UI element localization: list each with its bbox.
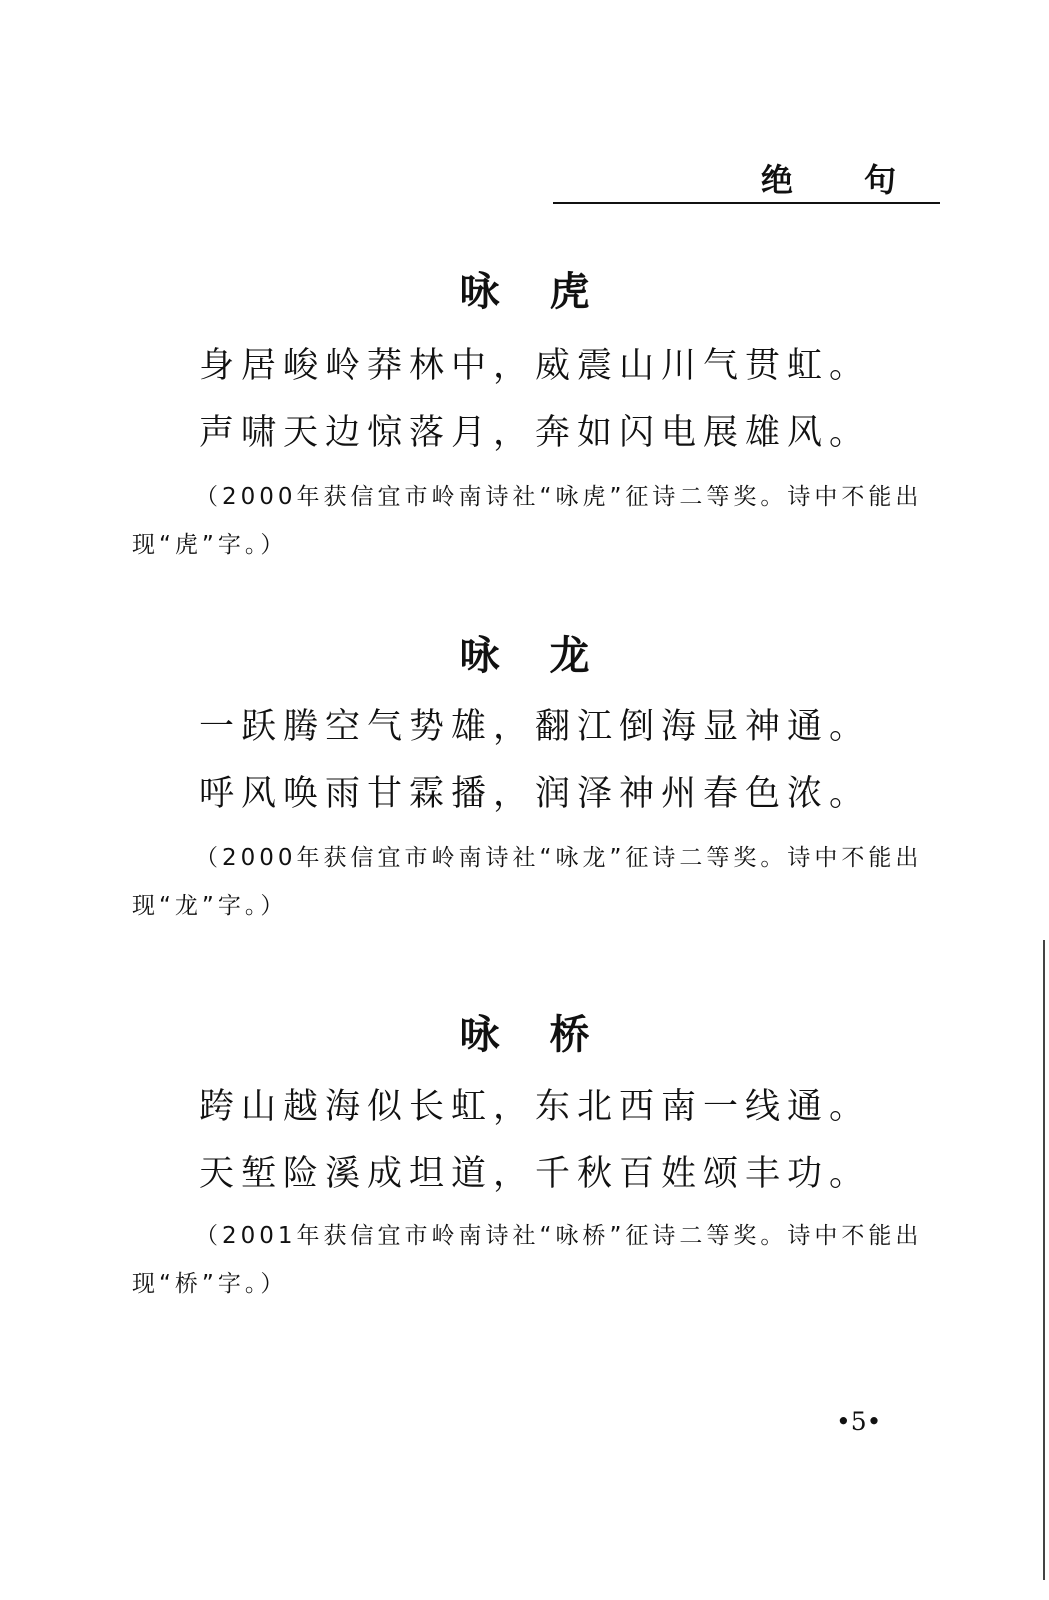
- poem-line: 呼风唤雨甘霖播，润泽神州春色浓。: [199, 774, 872, 814]
- scan-edge-divider: [1043, 940, 1045, 1580]
- poem-line: 一跃腾空气势雄，翻江倒海显神通。: [199, 707, 872, 747]
- poem-line: 身居峻岭莽林中，威震山川气贯虹。: [199, 346, 872, 386]
- poem-note: （2001年获信宜市岭南诗社“咏桥”征诗二等奖。诗中不能出现“桥”字。）: [132, 1223, 923, 1297]
- poem-title: 咏龙: [459, 632, 640, 679]
- page-number: •5•: [836, 1407, 882, 1436]
- poem-line: 天堑险溪成坦道，千秋百姓颂丰功。: [199, 1154, 872, 1194]
- poem-line: 声啸天边惊落月，奔如闪电展雄风。: [199, 413, 872, 453]
- poem-title: 咏虎: [459, 268, 640, 315]
- poem-note: （2000年获信宜市岭南诗社“咏龙”征诗二等奖。诗中不能出现“龙”字。）: [132, 845, 923, 919]
- poem-title: 咏桥: [459, 1011, 640, 1058]
- section-title: 绝 句: [760, 161, 926, 199]
- poem-line: 跨山越海似长虹，东北西南一线通。: [199, 1087, 872, 1127]
- running-header: [553, 158, 940, 204]
- poem-note: （2000年获信宜市岭南诗社“咏虎”征诗二等奖。诗中不能出现“虎”字。）: [132, 484, 923, 558]
